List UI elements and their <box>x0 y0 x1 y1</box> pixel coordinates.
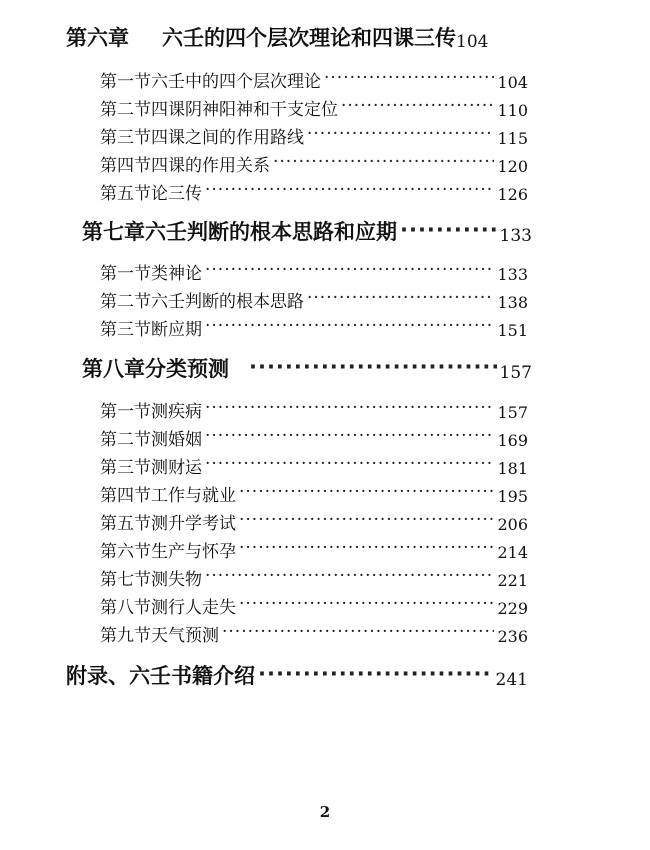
dot-leader <box>324 68 494 88</box>
section-page: 169 <box>497 431 528 450</box>
section-title: 天气预测 <box>151 626 219 646</box>
chapter-number: 第七章 <box>82 220 145 244</box>
section-number: 第八节 <box>100 598 151 618</box>
section-number: 第二节 <box>100 292 151 312</box>
section-title: 六壬判断的根本思路 <box>151 292 304 312</box>
section-page: 157 <box>497 403 528 422</box>
chapter-title: 分类预测 <box>145 357 229 381</box>
section-title: 测疾病 <box>151 402 202 422</box>
section-title: 四课阴神阳神和干支定位 <box>151 100 338 120</box>
toc-section <box>100 314 528 340</box>
toc-section <box>100 94 528 120</box>
section-number: 第一节 <box>100 402 151 422</box>
section-title: 测失物 <box>151 570 202 590</box>
toc-section <box>100 620 528 646</box>
toc-section <box>100 564 528 590</box>
section-number: 第三节 <box>100 128 151 148</box>
section-number: 第三节 <box>100 320 151 340</box>
section-page: 221 <box>497 571 528 590</box>
section-title: 测财运 <box>151 458 202 478</box>
section-number: 第六节 <box>100 542 151 562</box>
dot-leader <box>239 538 494 558</box>
section-number: 第一节 <box>100 264 151 284</box>
toc-section <box>100 592 528 618</box>
section-title: 断应期 <box>151 320 202 340</box>
appendix-page: 241 <box>495 670 528 690</box>
section-number: 第一节 <box>100 72 151 92</box>
section-title: 四课的作用关系 <box>151 156 270 176</box>
toc-chapter-7 <box>82 216 532 246</box>
section-page: 126 <box>497 185 528 204</box>
toc-section <box>100 150 528 176</box>
section-title: 论三传 <box>151 184 202 204</box>
chapter-page: 104 <box>456 32 489 52</box>
section-page: 181 <box>497 459 528 478</box>
dot-leader <box>205 454 494 474</box>
section-page: 236 <box>497 627 528 646</box>
section-number: 第五节 <box>100 514 151 534</box>
dot-leader <box>205 398 494 418</box>
dot-leader <box>400 218 497 242</box>
section-title: 测升学考试 <box>151 514 236 534</box>
section-number: 第二节 <box>100 100 151 120</box>
toc-section <box>100 480 528 506</box>
dot-leader <box>205 426 494 446</box>
dot-leader <box>258 662 493 686</box>
section-title: 类神论 <box>151 264 202 284</box>
section-number: 第三节 <box>100 458 151 478</box>
section-page: 151 <box>497 321 528 340</box>
dot-leader <box>205 316 494 336</box>
dot-leader <box>205 566 494 586</box>
toc-appendix <box>66 660 528 690</box>
section-page: 229 <box>497 599 528 618</box>
dot-leader <box>341 96 494 116</box>
section-title: 测婚姻 <box>151 430 202 450</box>
section-page: 195 <box>497 487 528 506</box>
section-title: 测行人走失 <box>151 598 236 618</box>
toc-section <box>100 66 528 92</box>
dot-leader <box>307 124 494 144</box>
dot-leader <box>205 260 494 280</box>
chapter-number: 第六章 <box>66 26 129 50</box>
dot-leader <box>249 355 497 379</box>
chapter-page: 157 <box>499 363 532 383</box>
chapter-title: 六壬的四个层次理论和四课三传 <box>162 26 456 50</box>
toc-section <box>100 452 528 478</box>
section-page: 133 <box>497 265 528 284</box>
dot-leader <box>273 152 494 172</box>
section-number: 第七节 <box>100 570 151 590</box>
section-page: 138 <box>497 293 528 312</box>
dot-leader <box>205 180 494 200</box>
chapter-page: 133 <box>499 226 532 246</box>
toc-chapter-8 <box>82 353 532 383</box>
appendix-title: 附录、六壬书籍介绍 <box>66 664 255 688</box>
dot-leader <box>239 510 494 530</box>
dot-leader <box>222 622 494 642</box>
section-page: 206 <box>497 515 528 534</box>
toc-section <box>100 286 528 312</box>
section-number: 第四节 <box>100 156 151 176</box>
section-page: 110 <box>497 101 528 120</box>
section-title: 四课之间的作用路线 <box>151 128 304 148</box>
chapter-title: 六壬判断的根本思路和应期 <box>145 220 397 244</box>
section-title: 生产与怀孕 <box>151 542 236 562</box>
toc-section <box>100 396 528 422</box>
chapter-number: 第八章 <box>82 357 145 381</box>
dot-leader <box>239 482 494 502</box>
section-page: 214 <box>497 543 528 562</box>
section-page: 115 <box>497 129 528 148</box>
toc-section <box>100 122 528 148</box>
toc-section <box>100 424 528 450</box>
toc-section <box>100 508 528 534</box>
toc-chapter-6 <box>66 22 538 52</box>
section-page: 120 <box>497 157 528 176</box>
section-title: 六壬中的四个层次理论 <box>151 72 321 92</box>
section-number: 第二节 <box>100 430 151 450</box>
dot-leader <box>239 594 494 614</box>
section-number: 第九节 <box>100 626 151 646</box>
page-number: 2 <box>319 803 331 821</box>
toc-section <box>100 536 528 562</box>
dot-leader <box>307 288 494 308</box>
toc-section <box>100 258 528 284</box>
section-number: 第四节 <box>100 486 151 506</box>
toc-section <box>100 178 528 204</box>
section-title: 工作与就业 <box>151 486 236 506</box>
section-page: 104 <box>497 73 528 92</box>
section-number: 第五节 <box>100 184 151 204</box>
